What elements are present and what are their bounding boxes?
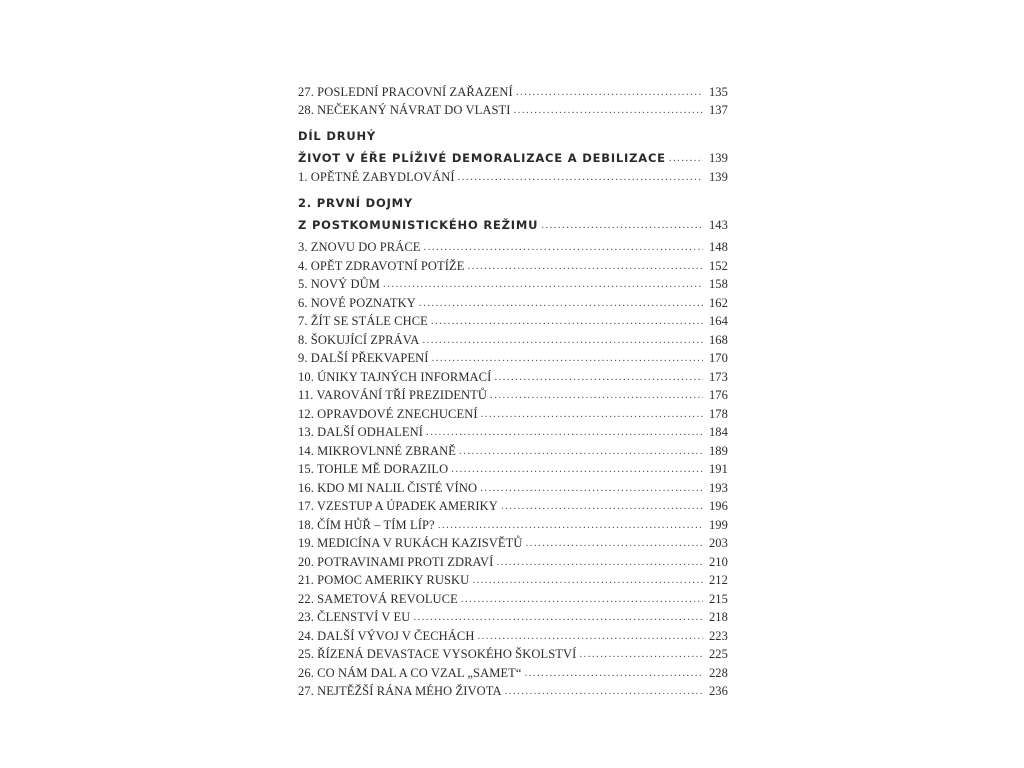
toc-entry — [298, 99, 728, 118]
toc-entry-page: 193 — [708, 480, 728, 495]
toc-entry-title: 24. DALŠÍ VÝVOJ V ČECHÁCH — [298, 628, 475, 643]
dot-leader — [424, 240, 703, 254]
toc-entry-title: 13. DALŠÍ ODHALENÍ — [298, 425, 424, 439]
toc-entry-title: 3. ZNOVU DO PRÁCE — [298, 240, 421, 254]
dot-leader — [459, 444, 703, 458]
toc-part-heading — [298, 117, 728, 165]
toc-entry-title: 11. VAROVÁNÍ TŘÍ PREZIDENTŮ — [298, 388, 488, 402]
dot-leader — [526, 536, 703, 550]
dot-leader — [525, 666, 703, 680]
dot-leader — [541, 218, 703, 232]
toc-entry — [298, 421, 728, 440]
toc-entry-page: 218 — [708, 610, 728, 624]
dot-leader — [579, 647, 703, 661]
toc-entry-page: 152 — [708, 258, 728, 273]
toc-entry-title: 28. NEČEKANÝ NÁVRAT DO VLASTI — [298, 103, 511, 117]
dot-leader — [494, 370, 703, 384]
dot-leader — [501, 499, 703, 513]
toc-entry — [298, 165, 728, 184]
dot-leader — [514, 103, 703, 117]
toc-entry-title: 7. ŽÍT SE STÁLE CHCE — [298, 314, 428, 328]
toc-entry-title: 14. MIKROVLNNÉ ZBRANĚ — [298, 443, 456, 458]
toc-entry-title: 21. POMOC AMERIKY RUSKU — [298, 573, 470, 587]
toc-entry-page: 143 — [708, 217, 728, 232]
toc-entry-page: 210 — [708, 554, 728, 569]
dot-leader — [505, 684, 703, 698]
toc-entry-title: 17. VZESTUP A ÚPADEK AMERIKY — [298, 499, 498, 513]
toc-entry — [298, 476, 728, 495]
toc-entry-page: 236 — [708, 684, 728, 698]
toc-entry-title: Z POSTKOMUNISTICKÉHO REŽIMU — [298, 217, 539, 232]
toc-entry-page: 215 — [708, 591, 728, 606]
toc-entry-title: 25. ŘÍZENÁ DEVASTACE VYSOKÉHO ŠKOLSTVÍ — [298, 647, 577, 661]
toc-entry-title: 12. OPRAVDOVÉ ZNECHUCENÍ — [298, 406, 478, 421]
toc-entry-page: 137 — [708, 103, 728, 117]
toc-entry-page: 135 — [708, 84, 728, 99]
toc-entry-page: 228 — [708, 665, 728, 680]
toc-entry-page: 199 — [708, 517, 728, 532]
toc-entry-page: 176 — [708, 388, 728, 402]
dot-leader — [468, 259, 703, 273]
toc-entry-title: 10. ÚNIKY TAJNÝCH INFORMACÍ — [298, 369, 492, 384]
toc-entry-title: 27. POSLEDNÍ PRACOVNÍ ZAŘAZENÍ — [298, 84, 513, 99]
dot-leader — [472, 573, 703, 587]
toc-entry-page: 139 — [708, 151, 728, 165]
toc-entry — [298, 439, 728, 458]
dot-leader — [669, 151, 703, 165]
toc-part-label: DÍL DRUHÝ — [298, 129, 377, 143]
dot-leader — [451, 462, 703, 476]
toc-entry-title: 26. CO NÁM DAL A CO VZAL „SAMET“ — [298, 665, 522, 680]
toc-entry — [298, 80, 728, 99]
toc-entry-title: 20. POTRAVINAMI PROTI ZDRAVÍ — [298, 554, 494, 569]
dot-leader — [480, 481, 703, 495]
toc-entry — [298, 146, 728, 165]
toc-entry — [298, 495, 728, 514]
toc-entry-title: 1. OPĚTNÉ ZABYDLOVÁNÍ — [298, 169, 455, 184]
toc-entry — [298, 458, 728, 477]
dot-leader — [422, 333, 703, 347]
toc-entry — [298, 550, 728, 569]
dot-leader — [490, 388, 703, 402]
toc-entry-title: 8. ŠOKUJÍCÍ ZPRÁVA — [298, 332, 420, 347]
dot-leader — [477, 629, 703, 643]
toc-entry-page: 191 — [708, 462, 728, 476]
toc-entry-title: 27. NEJTĚŽŠÍ RÁNA MÉHO ŽIVOTA — [298, 684, 502, 698]
toc-entry — [298, 680, 728, 699]
toc-part-label: 2. PRVNÍ DOJMY — [298, 195, 414, 210]
toc-entry — [298, 347, 728, 366]
toc-entry-title: 6. NOVÉ POZNATKY — [298, 295, 416, 310]
toc-entry — [298, 328, 728, 347]
toc-entry — [298, 643, 728, 662]
toc-entry — [298, 384, 728, 403]
toc-entry-title: 16. KDO MI NALIL ČISTÉ VÍNO — [298, 480, 478, 495]
dot-leader — [383, 277, 703, 291]
toc-entry-page: 178 — [708, 406, 728, 421]
toc-entry-page: 139 — [708, 169, 728, 184]
toc-entry — [298, 587, 728, 606]
toc-entry-page: 203 — [708, 536, 728, 550]
dot-leader — [461, 592, 703, 606]
toc-entry — [298, 661, 728, 680]
toc-entry — [298, 273, 728, 292]
toc-entry — [298, 569, 728, 588]
toc-entry-title: 5. NOVÝ DŮM — [298, 277, 381, 291]
toc-entry-title: 22. SAMETOVÁ REVOLUCE — [298, 591, 458, 606]
toc-entry-page: 184 — [708, 425, 728, 439]
toc-entry — [298, 310, 728, 329]
dot-leader — [419, 296, 703, 310]
toc-entry-title: 15. TOHLE MĚ DORAZILO — [298, 462, 449, 476]
dot-leader — [431, 314, 703, 328]
toc-entry — [298, 402, 728, 421]
toc-entry — [298, 624, 728, 643]
dot-leader — [432, 351, 703, 365]
toc-entry-page: 196 — [708, 499, 728, 513]
toc-entry — [298, 365, 728, 384]
toc-entry-page: 168 — [708, 332, 728, 347]
toc-entry-page: 164 — [708, 314, 728, 328]
toc-entry-page: 173 — [708, 369, 728, 384]
toc-entry-title: 19. MEDICÍNA V RUKÁCH KAZISVĚTŮ — [298, 536, 523, 550]
toc-entry-page: 148 — [708, 240, 728, 254]
dot-leader — [516, 85, 703, 99]
toc-entry — [298, 254, 728, 273]
toc-entry — [298, 291, 728, 310]
toc-entry-page: 225 — [708, 647, 728, 661]
toc-entry — [298, 213, 728, 232]
toc-part-heading — [298, 184, 728, 232]
toc-entry-title: 18. ČÍM HŮŘ – TÍM LÍP? — [298, 517, 435, 532]
toc-entry-title: ŽIVOT V ÉŘE PLÍŽIVÉ DEMORALIZACE A DEBILIZACE — [298, 151, 666, 165]
toc-entry-title: 9. DALŠÍ PŘEKVAPENÍ — [298, 351, 429, 365]
toc-entry — [298, 236, 728, 255]
toc-entry-page: 212 — [708, 573, 728, 587]
toc-entry-page: 189 — [708, 443, 728, 458]
table-of-contents — [298, 80, 728, 698]
toc-entry-page: 223 — [708, 628, 728, 643]
dot-leader — [481, 407, 703, 421]
toc-entry — [298, 606, 728, 625]
toc-entry-page: 162 — [708, 295, 728, 310]
toc-entry-title: 23. ČLENSTVÍ V EU — [298, 610, 411, 624]
dot-leader — [458, 170, 703, 184]
dot-leader — [413, 610, 703, 624]
dot-leader — [426, 425, 703, 439]
toc-entry-page: 158 — [708, 277, 728, 291]
toc-entry — [298, 513, 728, 532]
toc-entry-page: 170 — [708, 351, 728, 365]
dot-leader — [438, 518, 703, 532]
toc-entry — [298, 532, 728, 551]
dot-leader — [496, 555, 703, 569]
toc-entry-title: 4. OPĚT ZDRAVOTNÍ POTÍŽE — [298, 258, 465, 273]
